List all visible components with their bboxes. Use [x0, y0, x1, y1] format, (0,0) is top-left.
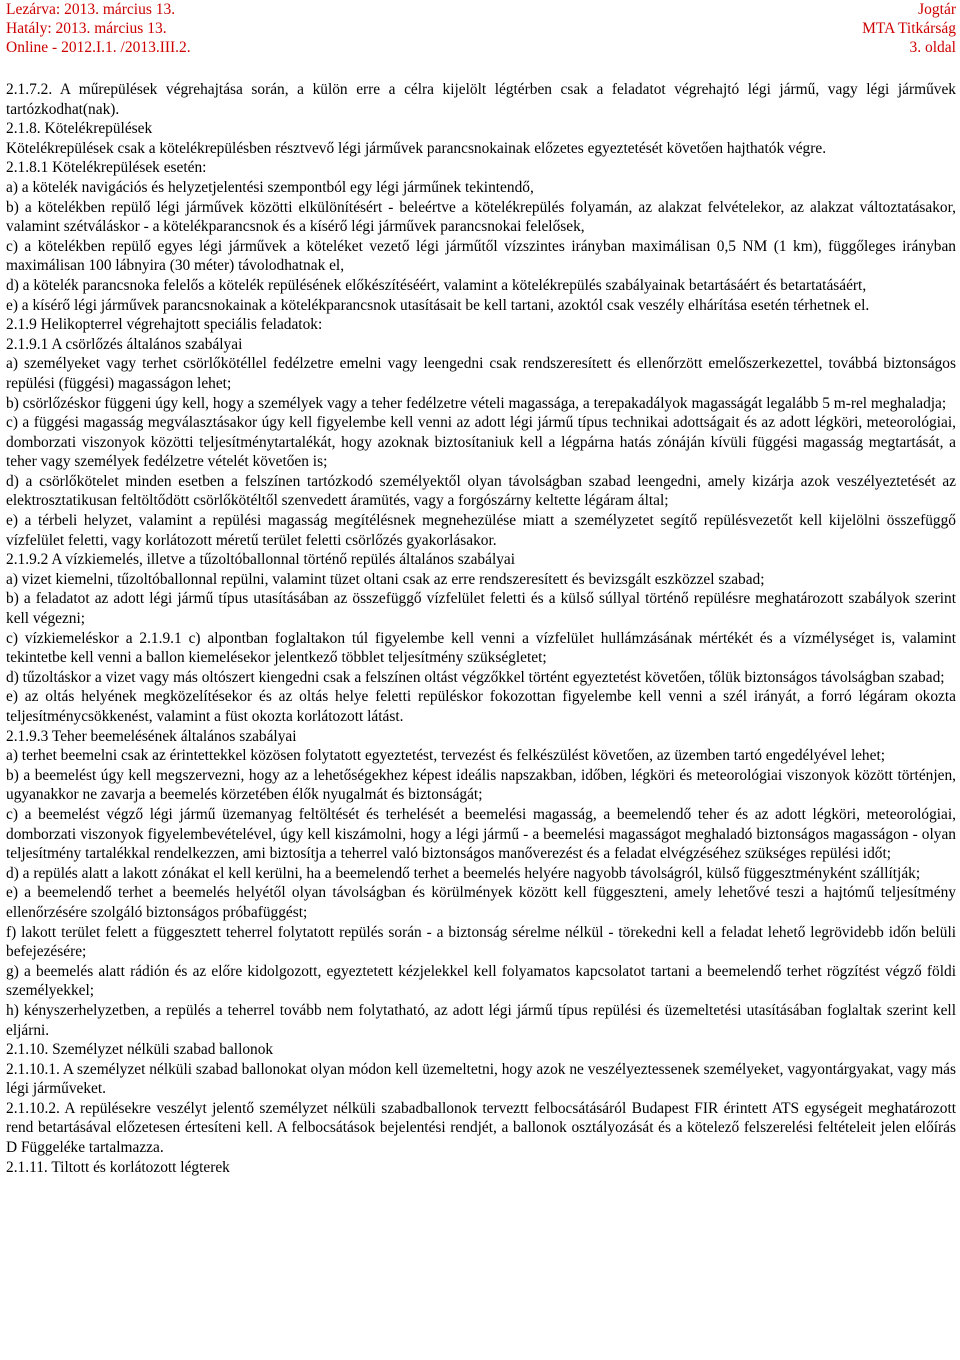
section-heading: 2.1.9.1 A csörlőzés általános szabályai [6, 335, 243, 353]
document-body [6, 80, 956, 1177]
list-item: e) az oltás helyének megközelítésekor és az oltás helye feletti repüléskor fokozottan figyelembe kell venni a szél irányát, a forró légáram okozta teljesítménycsökkenést, valamint a füst okozta korlátozott látást. [6, 688, 956, 725]
lezarva-date: Lezárva: 2013. március 13. [6, 1, 176, 18]
list-item: a) terhet beemelni csak az érintettekkel közösen folytatott egyeztetést, tervezést és felkészülést követően, az üzemben tartó engedélyével lehet; [6, 747, 886, 765]
list-item: c) a függési magasság megválasztásakor úgy kell figyelembe kell venni az adott légi jármű típus technikai adottságait és az adott légköri, meteorológiai, domborzati viszonyok közötti teljesítménytartalékát, hogy azoknak biztosítaniuk kell a légpárna hatás zónáján kívüli függési magasság megtartását, a teher vagy személyek fedélzetre vételét követően is; [6, 414, 956, 471]
section-heading: 2.1.10. Személyzet nélküli szabad ballonok [6, 1041, 274, 1059]
section-heading: 2.1.11. Tiltott és korlátozott légterek [6, 1158, 230, 1176]
section-heading: 2.1.9.2 A vízkiemelés, illetve a tűzoltóballonnal történő repülés általános szabályai [6, 551, 516, 569]
section-heading: 2.1.8.1 Kötelékrepülések esetén: [6, 159, 207, 177]
list-item: e) a kísérő légi járművek parancsnokainak a kötelékparancsnok utasításait be kell tartani, azoktól csak veszély elhárítása esetén térhetnek el. [6, 296, 870, 314]
list-item: f) lakott terület felett a függesztett teherrel folytatott repülés során - a biztonság sérelme nélkül - törekedni kell a feladat lehető legrövidebb időn belüli befejezésére; [6, 923, 956, 961]
list-item: d) tűzoltáskor a vizet vagy más oltószert kiengedni csak a felszínen oltást végzőkkel történt egyeztetést követően, tőlük biztonságos távolságban szabad; [6, 668, 945, 686]
paragraph: 2.1.7.2. A műrepülések végrehajtása során, a külön erre a célra kijelölt légtérben csak a feladatot végrehajtó légi jármű, vagy légi járművek tartózkodhat(nak). [6, 81, 956, 118]
paragraph: 2.1.10.2. A repülésekre veszélyt jelentő személyzet nélküli szabadballonok terveztt felbocsátásáról Budapest FIR érintett ATS egységeit meghatározott rend betartásával előzetesen értesíteni kell. A felbocsátások bejelentési rendjét, a ballonok osztályozását és a kötelező felszerelési feltételeit jelen előírás D Függeléke tartalmazza. [6, 1099, 956, 1157]
list-item: a) a kötelék navigációs és helyzetjelentési szempontból egy légi járműnek tekintendő, [6, 178, 534, 196]
list-item: b) a kötelékben repülő légi járművek közötti elkülönítésért - beleértve a kötelékrepülés folyamán, az alakzat felvételekor, az alakzat változtatásakor, valamint szétváláskor - a kötelékparancsnok és a kísérő légi járművek parancsnokai felelősek, [6, 198, 956, 236]
paragraph: Kötelékrepülések csak a kötelékrepülésben résztvevő légi járművek parancsnokainak előzetes egyeztetését követően hajthatók végre. [6, 139, 827, 157]
publisher-name: MTA Titkárság [862, 20, 956, 37]
list-item: c) a beemelést végző légi jármű üzemanyag feltöltését és terhelését a beemelési magasság, a beemelendő teher és az adott légköri, meteorológiai, domborzati viszonyok figyelembevételével, úgy kell kiszámolni, hogy a légi jármű - a beemelési magasságot meghaladó biztonságos magasságon - olyan teljesítmény tartalékkal rendelkezzen, ami biztosítja a teherrel való biztonságos manőverezést és a feladat elvégzéséhez szükséges repülési időt; [6, 805, 956, 863]
list-item: g) a beemelés alatt rádión és az előre kidolgozott, egyeztetett kézjelekkel kell folyamatos kapcsolatot tartani a beemelendő terhet rögzítést végző földi személyekkel; [6, 962, 956, 1000]
list-item: a) személyeket vagy terhet csörlőkötéllel fedélzetre emelni vagy leengedni csak rendszeresített és ellenőrzött emelőszerkezettel, továbbá biztonságos repülési (függési) magasságon lehet; [6, 355, 956, 392]
list-item: c) a kötelékben repülő egyes légi járművek a köteléket vezető légi járműtől vízszintes irányban maximálisan 0,5 NM (1 km), függőleges irányban maximálisan 100 lábnyira (30 méter) távolodhatnak el, [6, 237, 956, 275]
online-range: Online - 2012.I.1. /2013.III.2. [6, 39, 191, 56]
list-item: b) csörlőzéskor függeni úgy kell, hogy a személyek vagy a teher fedélzetre vételi magassága, a terepakadályok magasságát legalább 5 m-rel meghaladja; [6, 394, 947, 412]
page-number: 3. oldal [909, 39, 956, 56]
list-item: d) a csörlőkötelet minden esetben a felszínen tartózkodó személyektől olyan távolságban szabad leengedni, amely kizárja azok veszélyeztetését az elektrosztatikusan feltöltődött csörlőkötéltől szenvedett áramütés, vagy a forgószárny keltette légáram által; [6, 472, 956, 510]
list-item: e) a beemelendő terhet a beemelés helyétől olyan távolságban és körülmények között kell függeszteni, amely lehetővé teszi a hajtómű teljesítmény ellenőrzésére szolgáló biztonságos próbafüggést; [6, 884, 956, 921]
list-item: b) a beemelést úgy kell megszervezni, hogy az a lehetőségekhez képest ideális napszakban, időben, légköri és meteorológiai viszonyok között történjen, ugyanakkor ne zavarja a beemelés körzetében élők nyugalmát és biztonságát; [6, 766, 956, 804]
brand-name: Jogtár [918, 1, 956, 18]
section-heading: 2.1.9.3 Teher beemelésének általános szabályai [6, 727, 297, 745]
list-item: h) kényszerhelyzetben, a repülés a teherrel tovább nem folytatható, az adott légi jármű típus repülési és üzemeltetési utasításában foglaltak szerint kell eljárni. [6, 1001, 956, 1039]
section-heading: 2.1.8. Kötelékrepülések [6, 120, 153, 138]
list-item: a) vizet kiemelni, tűzoltóballonnal repülni, valamint tüzet oltani csak az erre rendszeresített és bevizsgált eszközzel szabad; [6, 570, 765, 588]
paragraph: 2.1.10.1. A személyzet nélküli szabad ballonokat olyan módon kell üzemeltetni, hogy azok ne veszélyeztessenek személyeket, vagyontárgyakat, vagy más légi járműveket. [6, 1060, 956, 1098]
list-item: d) a repülés alatt a lakott zónákat el kell kerülni, ha a beemelendő terhet a beemelés helyére nagyobb távolságról, külső függesztményként szállítják; [6, 864, 921, 882]
hataly-date: Hatály: 2013. március 13. [6, 20, 167, 37]
list-item: e) a térbeli helyzet, valamint a repülési magasság megítélésnek megnehezülése miatt a személyzetet segítő repülésvezetőt kell kijelölni összefüggő vízfelület feletti, vagy korlátozott méretű terület feletti csörlőzés gyakorlásakor. [6, 512, 956, 549]
list-item: d) a kötelék parancsnoka felelős a kötelék repülésének előkészítéséért, valamint a kötelékrepülés szabályainak betartásáért és betartatásáért, [6, 276, 867, 294]
list-item: b) a feladatot az adott légi jármű típus utasításában az összefüggő vízfelület feletti és a külső súllyal történő repülésre meghatározott szabályok szerint kell végezni; [6, 590, 956, 628]
page-header [0, 0, 960, 60]
list-item: c) vízkiemeléskor a 2.1.9.1 c) alpontban foglaltakon túl figyelembe kell venni a vízfelület hullámzásának mértékét és a vízmélységet is, valamint tekintetbe kell venni a ballon kiemelésekor jelentkező többlet teljesítmény szükségletet; [6, 629, 956, 667]
section-heading: 2.1.9 Helikopterrel végrehajtott speciális feladatok: [6, 316, 323, 334]
